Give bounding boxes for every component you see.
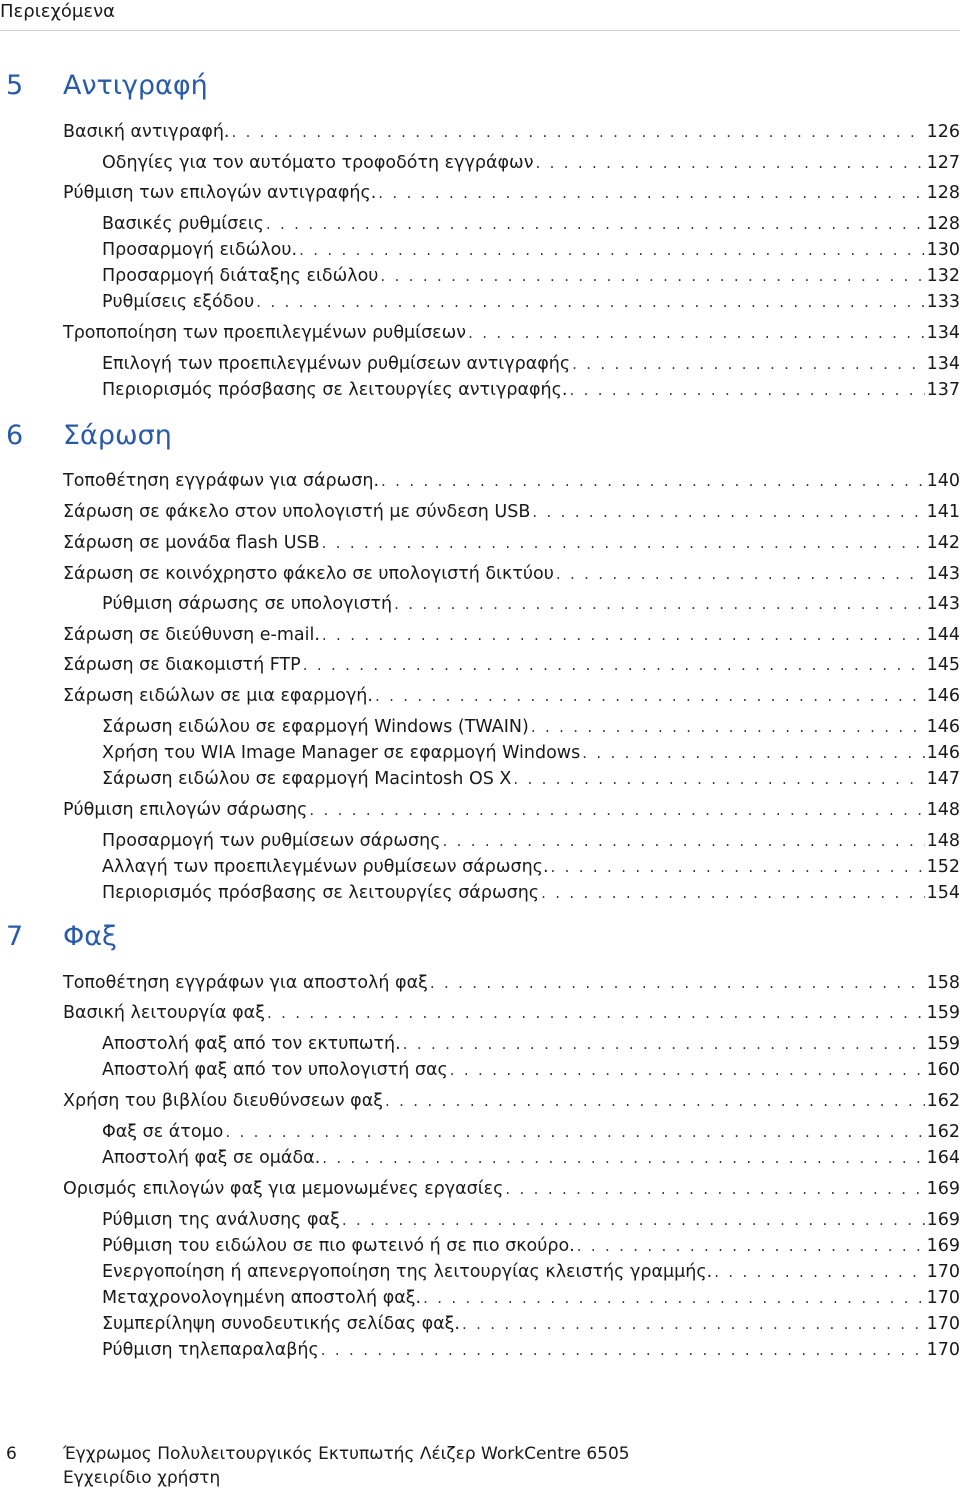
dot-leader: [450, 1057, 925, 1083]
toc-entry-title: Χρήση του WIA Image Manager σε εφαρμογή Windows: [102, 743, 581, 763]
toc-entry-title: Επιλογή των προεπιλεγμένων ρυθμίσεων αντιγραφής: [102, 354, 571, 374]
toc-entry-title: Αποστολή φαξ από τον υπολογιστή σας: [102, 1060, 448, 1080]
toc-entry-title: Βασική λειτουργία φαξ: [63, 1003, 265, 1023]
toc-entry[interactable]: [63, 1000, 960, 1026]
dot-leader: [232, 119, 925, 145]
toc-entry[interactable]: [102, 263, 960, 289]
chapter-heading: [0, 416, 960, 456]
dot-leader: [394, 591, 924, 617]
toc-entry-page: 170: [926, 1314, 960, 1334]
toc-entry-title: Φαξ σε άτομο: [102, 1122, 224, 1142]
toc-entry[interactable]: [102, 1233, 960, 1259]
dot-leader: [551, 854, 925, 880]
toc-entry-title: Ρύθμιση σάρωσης σε υπολογιστή: [102, 594, 393, 614]
chapter-title: Φαξ: [63, 921, 118, 952]
toc-entry-title: Σάρωση σε κοινόχρηστο φάκελο σε υπολογιστή δικτύου: [63, 564, 554, 584]
toc-entry[interactable]: [63, 119, 960, 145]
toc-entry-title: Σάρωση σε διακομιστή FTP: [63, 655, 301, 675]
dot-leader: [505, 1176, 924, 1202]
toc-entry-page: 152: [926, 857, 960, 877]
toc-entry-title: Μεταχρονολογημένη αποστολή φαξ.: [102, 1288, 422, 1308]
toc-entry-page: 133: [926, 292, 960, 312]
toc-entry[interactable]: [63, 1088, 960, 1114]
dot-leader: [430, 970, 925, 996]
toc-entry-page: 142: [926, 533, 960, 553]
toc-entry[interactable]: [63, 180, 960, 206]
toc-entry-page: 145: [926, 655, 960, 675]
toc-entry[interactable]: [102, 880, 960, 906]
toc-entry-title: Τροποποίηση των προεπιλεγμένων ρυθμίσεων: [63, 323, 467, 343]
toc-entry[interactable]: [63, 499, 960, 525]
toc-entry-page: 158: [926, 973, 960, 993]
dot-leader: [267, 1000, 925, 1026]
toc-entry-title: Βασικές ρυθμίσεις: [102, 214, 264, 234]
dot-leader: [322, 1145, 924, 1171]
toc-entry-page: 146: [926, 686, 960, 706]
toc-entry[interactable]: [102, 591, 960, 617]
toc-entry-title: Σάρωση ειδώλων σε μια εφαρμογή.: [63, 686, 373, 706]
toc-entry-title: Σάρωση σε διεύθυνση e-mail.: [63, 625, 320, 645]
dot-leader: [256, 289, 924, 315]
toc-entry-title: Περιορισμός πρόσβασης σε λειτουργίες αντιγραφής.: [102, 380, 568, 400]
toc-entry[interactable]: [102, 351, 960, 377]
toc-entry[interactable]: [63, 530, 960, 556]
toc-entry-title: Ρύθμιση τηλεπαραλαβής: [102, 1340, 319, 1360]
toc-entry-title: Αποστολή φαξ σε ομάδα.: [102, 1148, 321, 1168]
toc-entry-page: 143: [926, 564, 960, 584]
toc-entry-page: 127: [926, 153, 960, 173]
toc-entry[interactable]: [63, 468, 960, 494]
header-divider: [0, 30, 960, 31]
toc-entry-page: 160: [926, 1060, 960, 1080]
toc-entry-page: 147: [926, 769, 960, 789]
chapter-number: 7: [6, 921, 24, 952]
toc-entry-page: 137: [926, 380, 960, 400]
toc-entry-page: 144: [926, 625, 960, 645]
toc-entry-title: Ορισμός επιλογών φαξ για μεμονωμένες εργασίες: [63, 1179, 504, 1199]
dot-leader: [385, 1088, 925, 1114]
toc-entry-title: Χρήση του βιβλίου διευθύνσεων φαξ: [63, 1091, 383, 1111]
toc-entry-page: 164: [926, 1148, 960, 1168]
toc-entry[interactable]: [102, 211, 960, 237]
toc-entry-title: Προσαρμογή των ρυθμίσεων σάρωσης: [102, 831, 441, 851]
dot-leader: [468, 320, 925, 346]
dot-leader: [714, 1259, 924, 1285]
dot-leader: [556, 561, 925, 587]
toc-entry-title: Βασική αντιγραφή.: [63, 122, 230, 142]
toc-entry[interactable]: [102, 377, 960, 403]
dot-leader: [299, 237, 925, 263]
toc-entry[interactable]: [102, 1207, 960, 1233]
toc-entry-title: Προσαρμογή ειδώλου.: [102, 240, 298, 260]
dot-leader: [442, 828, 924, 854]
dot-leader: [375, 683, 925, 709]
toc-entry[interactable]: [102, 1057, 960, 1083]
dot-leader: [403, 1031, 925, 1057]
toc-entry-page: 170: [926, 1340, 960, 1360]
toc-entry[interactable]: [102, 740, 960, 766]
dot-leader: [321, 1337, 925, 1363]
dot-leader: [225, 1119, 924, 1145]
dot-leader: [582, 740, 924, 766]
dot-leader: [381, 468, 925, 494]
toc-entry[interactable]: [63, 622, 960, 648]
toc-entry[interactable]: [102, 828, 960, 854]
dot-leader: [380, 263, 924, 289]
toc-entry[interactable]: [102, 714, 960, 740]
toc-entry[interactable]: [102, 1311, 960, 1337]
dot-leader: [266, 211, 925, 237]
toc-entry-page: 162: [926, 1122, 960, 1142]
toc-entry-page: 140: [926, 471, 960, 491]
toc-entry-title: Ρυθμίσεις εξόδου: [102, 292, 255, 312]
toc-entry-page: 141: [926, 502, 960, 522]
toc-entry-page: 143: [926, 594, 960, 614]
toc-entry-title: Ρύθμιση επιλογών σάρωσης: [63, 800, 308, 820]
dot-leader: [531, 714, 925, 740]
footer-page-number: 6: [6, 1444, 17, 1464]
chapter-number: 6: [6, 420, 24, 451]
footer-doc-type: Εγχειρίδιο χρήστη: [63, 1468, 221, 1488]
dot-leader: [462, 1311, 925, 1337]
toc-entry[interactable]: [102, 1285, 960, 1311]
dot-leader: [322, 530, 925, 556]
chapter-title: Αντιγραφή: [63, 70, 208, 101]
toc-entry-page: 134: [926, 354, 960, 374]
toc-entry-title: Σάρωση σε μονάδα flash USB: [63, 533, 320, 553]
dot-leader: [309, 797, 924, 823]
page-header-title: Περιεχόμενα: [0, 1, 116, 22]
dot-leader: [541, 880, 925, 906]
toc-entry-title: Αλλαγή των προεπιλεγμένων ρυθμίσεων σάρωσης.: [102, 857, 549, 877]
toc-entry[interactable]: [102, 289, 960, 315]
toc-entry-page: 169: [926, 1179, 960, 1199]
dot-leader: [569, 377, 924, 403]
toc-entry-page: 154: [926, 883, 960, 903]
toc-entry[interactable]: [63, 1176, 960, 1202]
dot-leader: [535, 150, 924, 176]
toc-entry-title: Σάρωση ειδώλου σε εφαρμογή Windows (TWAIN): [102, 717, 529, 737]
toc-entry-page: 148: [926, 800, 960, 820]
dot-leader: [342, 1207, 925, 1233]
dot-leader: [513, 766, 924, 792]
toc-entry-page: 159: [926, 1034, 960, 1054]
toc-entry-title: Τοποθέτηση εγγράφων για σάρωση.: [63, 471, 380, 491]
toc-entry-page: 169: [926, 1236, 960, 1256]
toc-entry[interactable]: [63, 320, 960, 346]
toc-entry[interactable]: [102, 1031, 960, 1057]
toc-entry-page: 162: [926, 1091, 960, 1111]
toc-entry[interactable]: [63, 797, 960, 823]
toc-entry-title: Σάρωση ειδώλου σε εφαρμογή Macintosh OS X: [102, 769, 512, 789]
toc-entry-title: Περιορισμός πρόσβασης σε λειτουργίες σάρωσης: [102, 883, 540, 903]
toc-entry-page: 146: [926, 717, 960, 737]
toc-entry-title: Ενεργοποίηση ή απενεργοποίηση της λειτουργίας κλειστής γραμμής.: [102, 1262, 713, 1282]
toc-entry-title: Τοποθέτηση εγγράφων για αποστολή φαξ: [63, 973, 428, 993]
toc-entry[interactable]: [63, 970, 960, 996]
toc-entry[interactable]: [102, 766, 960, 792]
toc-entry-page: 170: [926, 1288, 960, 1308]
toc-entry[interactable]: [102, 150, 960, 176]
toc-entry-page: 134: [926, 323, 960, 343]
toc-entry-page: 146: [926, 743, 960, 763]
footer-product-line: Έγχρωμος Πολυλειτουργικός Εκτυπωτής Λέιζερ WorkCentre 6505: [63, 1444, 630, 1464]
toc-entry[interactable]: [63, 683, 960, 709]
toc-entry-title: Προσαρμογή διάταξης ειδώλου: [102, 266, 379, 286]
toc-entry-title: Ρύθμιση του ειδώλου σε πιο φωτεινό ή σε πιο σκούρο.: [102, 1236, 575, 1256]
toc-entry[interactable]: [102, 854, 960, 880]
toc-entry-page: 159: [926, 1003, 960, 1023]
dot-leader: [303, 652, 925, 678]
toc-entry[interactable]: [63, 652, 960, 678]
toc-entry-title: Ρύθμιση της ανάλυσης φαξ: [102, 1210, 340, 1230]
toc-entry-page: 130: [926, 240, 960, 260]
toc-entry[interactable]: [102, 237, 960, 263]
dot-leader: [423, 1285, 925, 1311]
dot-leader: [572, 351, 924, 377]
toc-entry-page: 128: [926, 183, 960, 203]
toc-entry-page: 132: [926, 266, 960, 286]
toc-entry-page: 126: [926, 122, 960, 142]
toc-entry-title: Σάρωση σε φάκελο στον υπολογιστή με σύνδεση USB: [63, 502, 531, 522]
toc-entry-title: Ρύθμιση των επιλογών αντιγραφής.: [63, 183, 377, 203]
toc-entry-title: Συμπερίληψη συνοδευτικής σελίδας φαξ.: [102, 1314, 460, 1334]
toc-entry[interactable]: [102, 1259, 960, 1285]
toc-entry-page: 148: [926, 831, 960, 851]
dot-leader: [577, 1233, 925, 1259]
chapter-title: Σάρωση: [63, 420, 172, 451]
toc-entry[interactable]: [102, 1119, 960, 1145]
toc-entry[interactable]: [102, 1337, 960, 1363]
dot-leader: [322, 622, 925, 648]
toc-entry-title: Αποστολή φαξ από τον εκτυπωτή.: [102, 1034, 401, 1054]
chapter-heading: [0, 917, 960, 957]
dot-leader: [378, 180, 924, 206]
toc-entry[interactable]: [63, 561, 960, 587]
chapter-number: 5: [6, 70, 24, 101]
toc-entry-page: 169: [926, 1210, 960, 1230]
toc-entry[interactable]: [102, 1145, 960, 1171]
toc-entry-page: 170: [926, 1262, 960, 1282]
dot-leader: [532, 499, 924, 525]
toc-entry-title: Οδηγίες για τον αυτόματο τροφοδότη εγγράφων: [102, 153, 534, 173]
toc-entry-page: 128: [926, 214, 960, 234]
chapter-heading: [0, 66, 960, 106]
